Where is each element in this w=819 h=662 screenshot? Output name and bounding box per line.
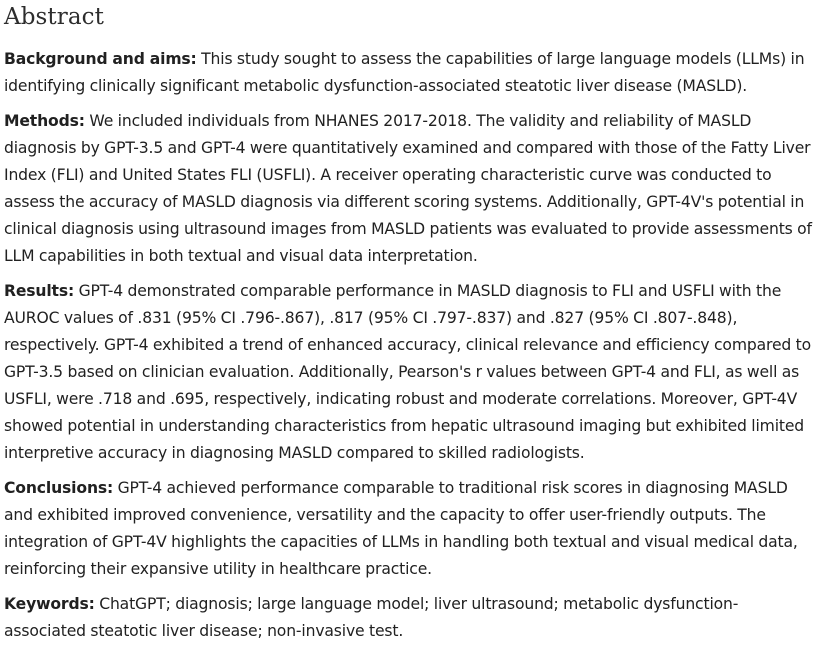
results-text: GPT-4 demonstrated comparable performance in MASLD diagnosis to FLI and USFLI with the AUROC values of .831 (95% CI .796-.867), .817 (95% CI .797-.837) and .827 (95% CI .807-.848), respectively. GPT-4 exhibited a trend of enhanced accuracy, clinical relevance and efficiency compared to GPT-3.5 based on clinician evaluation. Additionally, Pearson's r values between GPT-4 and FLI, as well as USFLI, were .718 and .695, respectively, indicating robust and moderate correlations. Moreover, GPT-4V showed potential in understanding characteristics from hepatic ultrasound imaging but exhibited limited interpretive accuracy in diagnosing MASLD compared to skilled radiologists.: [4, 282, 811, 462]
background-paragraph: [4, 46, 815, 100]
background-text: This study sought to assess the capabilities of large language models (LLMs) in identifying clinically significant metabolic dysfunction-associated steatotic liver disease (MASLD).: [4, 50, 805, 95]
results-paragraph: [4, 278, 815, 467]
keywords-text: ChatGPT; diagnosis; large language model; liver ultrasound; metabolic dysfunction-associated steatotic liver disease; non-invasive test.: [4, 595, 739, 640]
abstract-section: [4, 0, 815, 645]
methods-text: We included individuals from NHANES 2017-2018. The validity and reliability of MASLD diagnosis by GPT-3.5 and GPT-4 were quantitatively examined and compared with those of the Fatty Liver Index (FLI) and United States FLI (USFLI). A receiver operating characteristic curve was conducted to assess the accuracy of MASLD diagnosis via different scoring systems. Additionally, GPT-4V's potential in clinical diagnosis using ultrasound images from MASLD patients was evaluated to provide assessments of LLM capabilities in both textual and visual data interpretation.: [4, 112, 812, 265]
methods-paragraph: [4, 108, 815, 270]
conclusions-label: Conclusions:: [4, 479, 114, 497]
conclusions-paragraph: [4, 475, 815, 583]
keywords-label: Keywords:: [4, 595, 95, 613]
results-label: Results:: [4, 282, 75, 300]
conclusions-text: GPT-4 achieved performance comparable to traditional risk scores in diagnosing MASLD and exhibited improved convenience, versatility and the capacity to offer user-friendly outputs. The integration of GPT-4V highlights the capacities of LLMs in handling both textual and visual medical data, reinforcing their expansive utility in healthcare practice.: [4, 479, 798, 578]
abstract-heading: Abstract: [4, 4, 105, 30]
methods-label: Methods:: [4, 112, 85, 130]
background-label: Background and aims:: [4, 50, 197, 68]
keywords-paragraph: [4, 591, 815, 645]
